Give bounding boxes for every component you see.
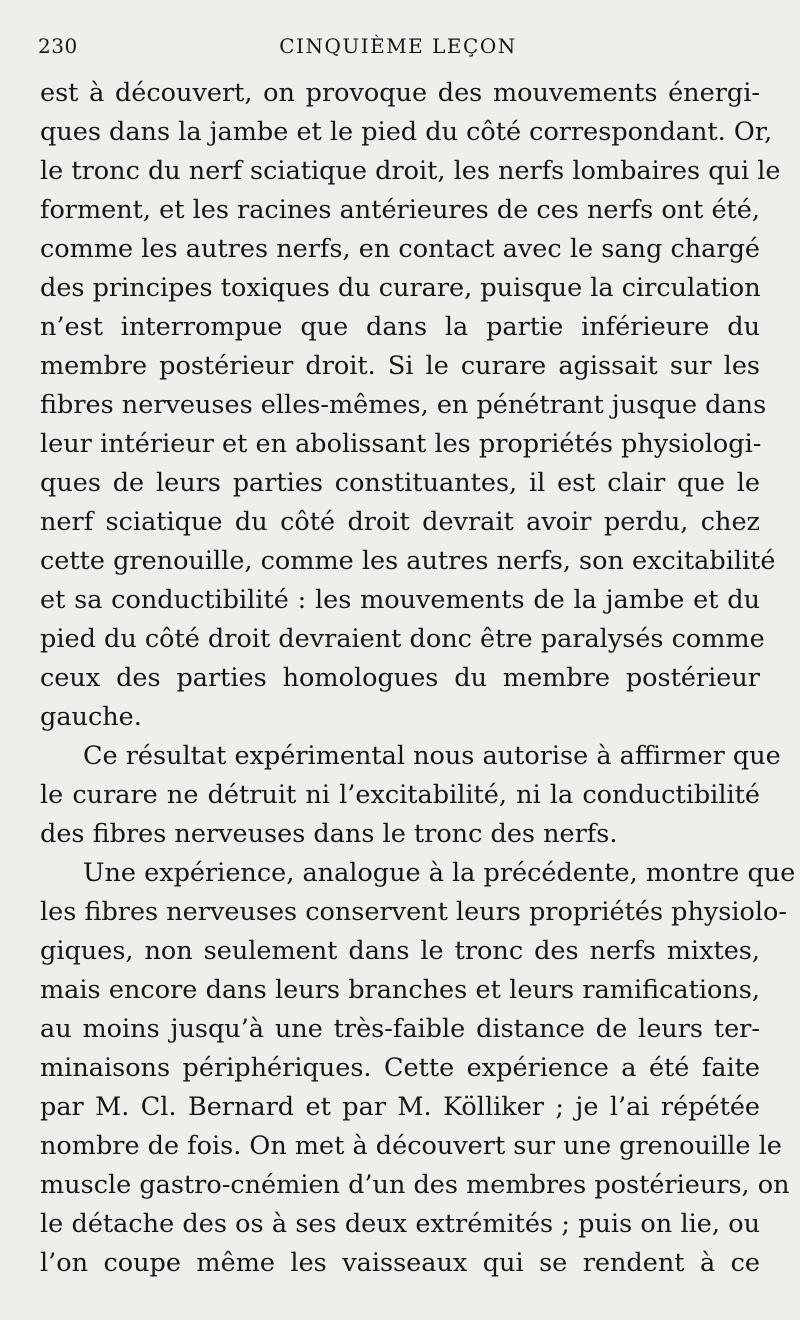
page-header [38,34,758,64]
text-line: au moins jusqu’à une très-faible distance de leurs ter- [40,1014,760,1044]
text-line: ceux des parties homologues du membre postérieur [40,663,760,693]
text-line: forment, et les racines antérieures de ces nerfs ont été, [40,195,760,225]
text-line: ques de leurs parties constituantes, il est clair que le [40,468,760,498]
text-line: pied du côté droit devraient donc être paralysés comme [40,624,765,654]
text-line: minaisons périphériques. Cette expérience a été faite [40,1053,760,1083]
text-line: est à découvert, on provoque des mouvements énergi- [40,78,760,108]
text-line: ques dans la jambe et le pied du côté correspondant. Or, [40,117,773,147]
text-line: les fibres nerveuses conservent leurs propriétés physiolo- [40,897,788,927]
text-line: le curare ne détruit ni l’excitabilité, ni la conductibilité [40,780,760,810]
text-line: l’on coupe même les vaisseaux qui se rendent à ce [40,1248,760,1278]
body-text [40,74,796,1283]
text-line: fibres nerveuses elles-mêmes, en pénétrant jusque dans [40,390,767,420]
text-line: et sa conductibilité : les mouvements de la jambe et du [40,585,760,615]
paragraph-2 [40,737,781,854]
running-head: CINQUIÈME LEÇON [279,34,517,58]
text-line: cette grenouille, comme les autres nerfs, son excitabilité [40,546,776,576]
paragraph-3 [40,854,796,1283]
text-line: des principes toxiques du curare, puisque la circulation [40,273,761,303]
text-line: nerf sciatique du côté droit devrait avoir perdu, chez [40,507,760,537]
text-line: leur intérieur et en abolissant les propriétés physiologi- [40,429,762,459]
text-line: Une expérience, analogue à la précédente, montre que [83,858,796,888]
text-line: par M. Cl. Bernard et par M. Kölliker ; je l’ai répétée [40,1092,760,1122]
text-line: gauche. [40,702,142,732]
text-line: des fibres nerveuses dans le tronc des nerfs. [40,819,618,849]
text-line: nombre de fois. On met à découvert sur une grenouille le [40,1131,782,1161]
text-line: le détache des os à ses deux extrémités ; puis on lie, ou [40,1209,760,1239]
text-line: muscle gastro-cnémien d’un des membres postérieurs, on [40,1170,790,1200]
paragraph-1 [40,74,781,737]
text-line: membre postérieur droit. Si le curare agissait sur les [40,351,760,381]
text-line: n’est interrompue que dans la partie inférieure du [40,312,760,342]
text-line: mais encore dans leurs branches et leurs ramifications, [40,975,760,1005]
text-line: comme les autres nerfs, en contact avec le sang chargé [40,234,760,264]
text-line: Ce résultat expérimental nous autorise à affirmer que [83,741,781,771]
page-number: 230 [38,34,78,58]
text-line: le tronc du nerf sciatique droit, les nerfs lombaires qui le [40,156,781,186]
text-line: giques, non seulement dans le tronc des nerfs mixtes, [40,936,760,966]
